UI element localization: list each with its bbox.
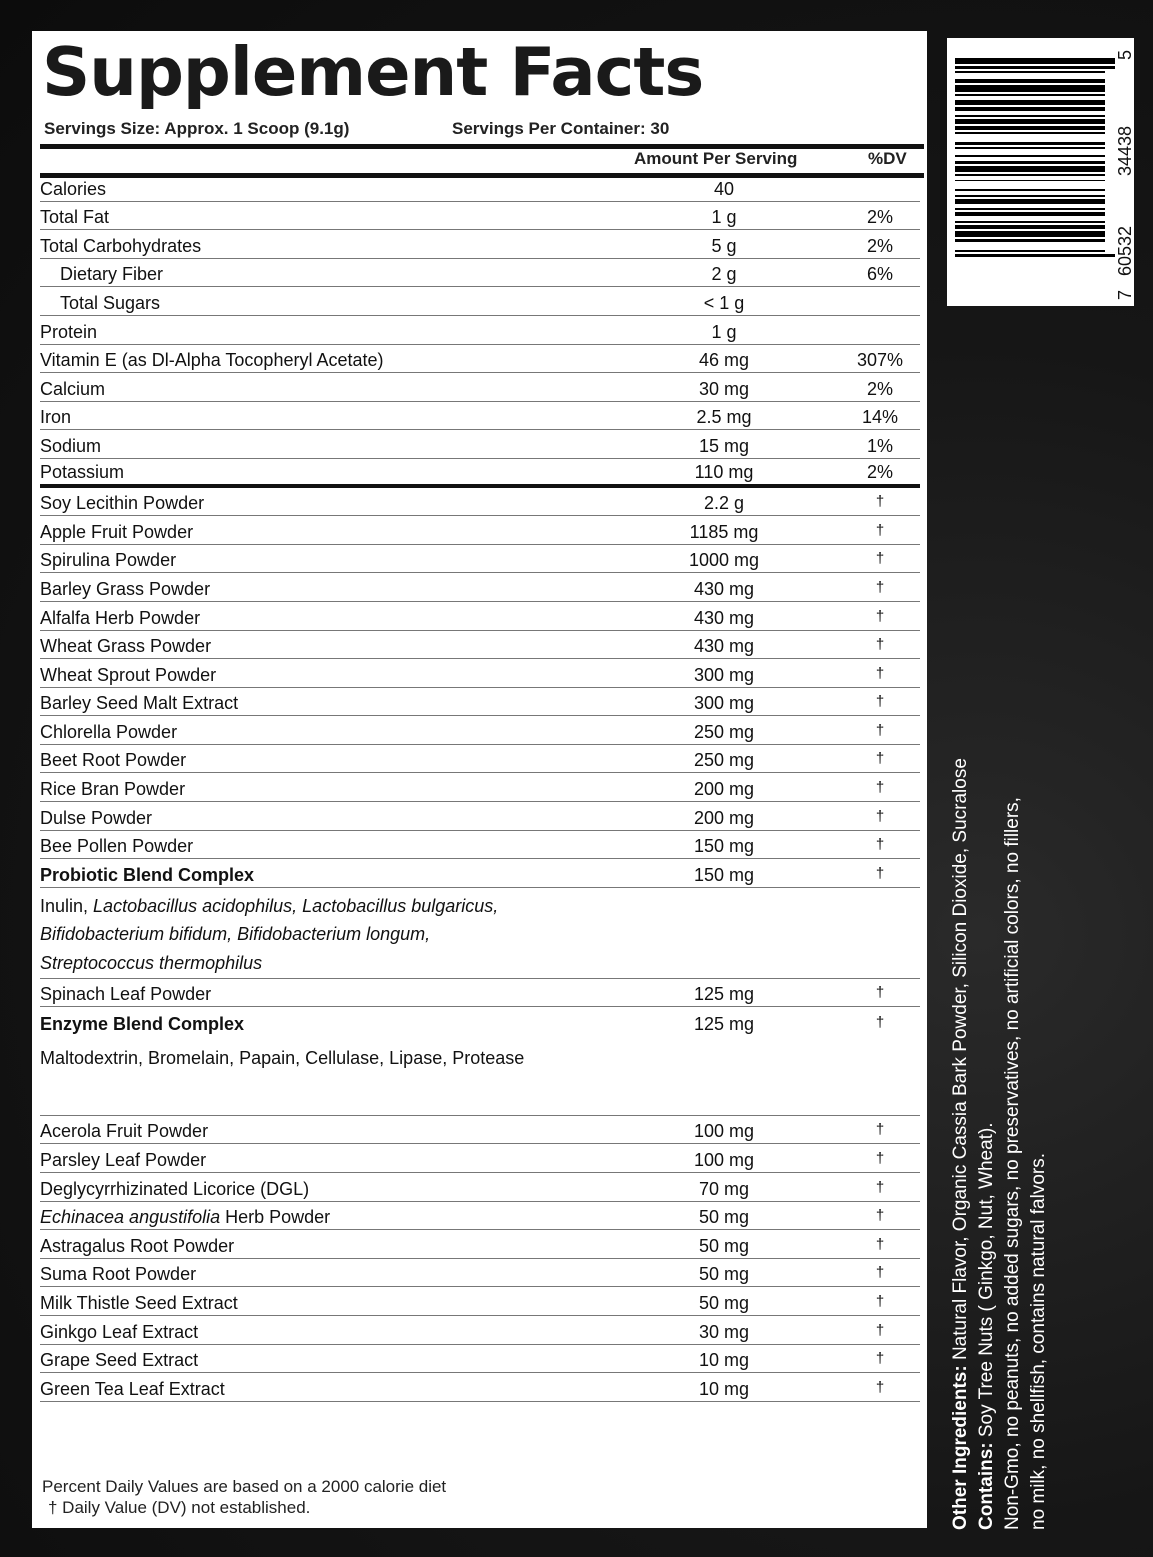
ingredient-amount: 430 mg [693,607,755,628]
table-row [40,345,920,374]
ingredient-amount: 50 mg [698,1264,750,1285]
ingredient-name: Enzyme Blend Complex [40,1013,245,1034]
ingredient-name: Deglycyrrhizinated Licorice (DGL) [40,1178,310,1199]
barcode-bar [955,161,1105,165]
ingredient-name: Barley Grass Powder [40,578,211,599]
barcode-bar [955,250,1105,252]
barcode-bar [955,71,1105,73]
probiotic-components [40,888,920,979]
barcode-bar [955,147,1105,149]
ingredient-name: Calcium [40,378,106,399]
ingredient-name: Barley Seed Malt Extract [40,693,239,714]
barcode-bar [955,199,1105,205]
table-row [40,1287,920,1316]
dagger-mark: † [875,864,885,882]
claims-line-1: Non-Gmo, no peanuts, no added sugars, no preservatives, no artificial colors, no fillers, [1002,797,1023,1530]
barcode-last-digit: 5 [1115,49,1135,60]
table-row [40,459,920,488]
barcode-bar [955,79,1105,83]
dagger-mark: † [875,750,885,768]
ingredient-name: Green Tea Leaf Extract [40,1378,225,1399]
table-row [40,716,920,745]
ingredient-name: Dulse Powder [40,807,153,828]
other-ingredients-text: Natural Flavor, Organic Cassia Bark Powder, Silicon Dioxide, Sucralose [950,758,971,1366]
table-row [40,1259,920,1288]
ingredient-name: Milk Thistle Seed Extract [40,1292,238,1313]
footnotes [42,1476,446,1518]
ingredient-amount: 200 mg [693,779,755,800]
table-row [40,745,920,774]
ingredient-name: Ginkgo Leaf Extract [40,1321,199,1342]
table-row [40,1116,920,1145]
probiotic-strains-1: Lactobacillus acidophilus, Lactobacillus bulgaricus, [93,895,499,916]
ingredient-name: Apple Fruit Powder [40,521,194,542]
dagger-mark: † [875,1321,885,1339]
daily-value: 2% [866,235,893,256]
table-row [40,1173,920,1202]
echinacea-common-name: Herb Powder [220,1207,331,1228]
dagger-mark: † [875,836,885,854]
ingredient-name: Grape Seed Extract [40,1350,199,1371]
table-row [40,230,920,259]
dagger-mark: † [875,521,885,539]
table-row [40,802,920,831]
dagger-mark: † [875,693,885,711]
barcode-bar [955,225,1105,229]
ingredient-name: Parsley Leaf Powder [40,1150,207,1170]
dagger-mark: † [875,1121,885,1139]
footnote-dagger: † Daily Value (DV) not established. [48,1498,311,1517]
ingredient-name: Protein [40,321,98,342]
enzyme-components: Maltodextrin, Bromelain, Papain, Cellulase, Lipase, Protease [40,1036,920,1116]
ingredient-amount: 70 mg [698,1178,750,1199]
dagger-mark: † [875,578,885,596]
table-row-echinacea [40,1202,920,1231]
ingredient-amount: 50 mg [698,1292,750,1313]
ingredient-amount: 40 [713,178,735,199]
probiotic-strains-3: Streptococcus thermophilus [40,953,263,974]
table-row [40,1316,920,1345]
barcode-bar [955,239,1105,243]
barcode-bar [955,58,1115,64]
claims-line-2: no milk, no shellfish, contains natural falvors. [1028,1152,1049,1530]
ingredient-name: Chlorella Powder [40,721,178,742]
table-row [40,1230,920,1259]
table-row [40,259,920,288]
ingredient-name: Total Carbohydrates [40,235,202,256]
ingredient-name: Spirulina Powder [40,550,177,571]
ingredient-amount: 250 mg [693,721,755,742]
probiotic-strains-2: Bifidobacterium bifidum, Bifidobacterium longum, [40,924,431,945]
ingredient-name: Soy Lecithin Powder [40,493,205,514]
dagger-mark: † [875,1264,885,1282]
ingredient-name: Total Sugars [60,292,161,313]
ingredient-name: Sodium [40,435,102,456]
ingredient-amount: 1000 mg [688,550,760,571]
barcode-first-digit: 7 [1115,289,1135,300]
ingredient-amount: 15 mg [698,435,750,456]
barcode-bar [955,100,1105,106]
ingredients-section-c [40,1230,920,1402]
ingredient-name: Astragalus Root Powder [40,1235,235,1256]
daily-value: 1% [866,435,893,456]
table-row [40,516,920,545]
dagger-mark: † [875,1013,885,1031]
table-row [40,659,920,688]
barcode-bar [955,142,1105,146]
dagger-mark: † [875,664,885,682]
table-row [40,631,920,660]
barcode-bar [955,174,1105,176]
ingredient-amount: 150 mg [693,836,755,857]
upc-barcode [947,38,1134,306]
barcode-bar [955,254,1115,258]
table-row [40,287,920,316]
table-row [40,1345,920,1374]
dv-header: %DV [868,149,907,168]
ingredient-amount: < 1 g [703,292,745,313]
barcode-bar [955,94,1105,96]
ingredient-name: Spinach Leaf Powder [40,984,212,1005]
ingredient-name: Wheat Sprout Powder [40,664,217,685]
dagger-mark: † [875,807,885,825]
dagger-mark: † [875,1207,885,1225]
nutrients-section [40,173,920,488]
barcode-bar [955,155,1105,157]
table-row [40,573,920,602]
table-row [40,773,920,802]
probiotic-prefix: Inulin, [40,895,94,916]
ingredient-name: Iron [40,407,72,428]
dagger-mark: † [875,779,885,797]
dagger-mark: † [875,493,885,511]
ingredient-amount: 30 mg [698,1321,750,1342]
ingredient-name [40,1207,330,1228]
barcode-bar [955,126,1105,130]
ingredient-amount: 30 mg [698,378,750,399]
barcode-bar [955,221,1105,223]
table-row [40,373,920,402]
ingredient-name: Calories [40,178,107,199]
amount-header: Amount Per Serving [634,149,798,168]
ingredient-amount: 300 mg [693,693,755,714]
ingredient-amount: 2.2 g [703,493,745,514]
echinacea-latin-name: Echinacea angustifolia [40,1207,221,1228]
dagger-mark: † [875,721,885,739]
ingredient-name: Dietary Fiber [60,264,164,285]
ingredient-amount: 125 mg [693,984,755,1005]
table-row [40,488,920,517]
table-row [40,602,920,631]
barcode-bar [955,231,1105,237]
table-row [40,173,920,202]
barcode-bar [955,119,1105,125]
ingredient-amount: 5 g [711,235,737,256]
servings-per-container: Servings Per Container: 30 [452,119,670,138]
dagger-mark: † [875,984,885,1002]
ingredient-amount: 50 mg [698,1207,750,1228]
ingredient-amount: 300 mg [693,664,755,685]
ingredient-amount: 10 mg [698,1350,750,1371]
barcode-bar [955,132,1105,134]
table-row-spinach [40,979,920,1008]
barcode-bar [955,189,1105,191]
table-row-probiotic [40,859,920,888]
dagger-mark: † [875,1378,885,1396]
allergen-contains [974,710,1000,1530]
barcode-group-1: 60532 [1115,225,1135,276]
table-row [40,1144,920,1173]
daily-value: 2% [866,207,893,228]
ingredient-name: Alfalfa Herb Powder [40,607,201,628]
contains-text: Soy Tree Nuts ( Ginkgo, Nut, Wheat). [976,1122,997,1443]
barcode-bar [955,166,1105,172]
ingredient-amount: 100 mg [693,1150,755,1170]
serving-size: Servings Size: Approx. 1 Scoop (9.1g) [44,119,350,138]
ingredient-amount: 1185 mg [689,521,759,542]
daily-value: 2% [866,461,893,482]
daily-value: 2% [866,378,893,399]
daily-value: 6% [866,264,893,285]
ingredient-amount: 1 g [711,207,737,228]
ingredient-amount: 110 mg [694,461,754,482]
ingredient-name: Bee Pollen Powder [40,836,194,857]
dagger-mark: † [875,1292,885,1310]
dagger-mark: † [875,607,885,625]
daily-value: 14% [861,407,899,428]
ingredient-amount: 46 mg [698,350,750,371]
supplement-facts-panel [32,31,927,1528]
ingredient-amount: 100 mg [693,1121,755,1142]
table-row [40,1373,920,1402]
ingredient-amount: 125 mg [693,1013,755,1034]
dagger-mark: † [875,1150,885,1167]
ingredient-amount: 2.5 mg [696,407,752,428]
ingredient-amount: 430 mg [693,578,755,599]
table-row [40,430,920,459]
barcode-bar [955,195,1105,197]
barcode-bar [955,115,1105,117]
ingredients-section-b [40,1116,920,1202]
ingredient-name: Total Fat [40,207,110,228]
table-row [40,316,920,345]
ingredient-amount: 200 mg [693,807,755,828]
barcode-bar [955,212,1105,216]
ingredient-name: Probiotic Blend Complex [40,864,255,885]
barcode-bar [955,208,1105,210]
other-ingredients-label: Other Ingredients: [950,1365,971,1530]
barcode-bar [955,107,1105,111]
table-row [40,202,920,231]
ingredient-name: Potassium [40,461,125,482]
contains-label: Contains: [976,1442,997,1530]
barcode-bar [955,180,1105,182]
ingredient-amount: 50 mg [698,1235,750,1256]
daily-value: 307% [856,350,904,371]
barcode-bars [955,58,1115,294]
table-row [40,545,920,574]
ingredient-amount: 150 mg [693,864,755,885]
ingredient-amount: 430 mg [693,636,755,657]
table-row [40,831,920,860]
ingredient-name: Vitamin E (as Dl-Alpha Tocopheryl Acetate) [40,350,384,371]
table-row-enzyme [40,1007,920,1036]
barcode-bar [955,66,1115,70]
ingredients-section-a [40,488,920,860]
dagger-mark: † [875,1350,885,1368]
dagger-mark: † [875,1178,885,1196]
ingredient-amount: 2 g [711,264,737,285]
panel-title: Supplement Facts [42,33,704,111]
ingredient-amount: 10 mg [698,1378,750,1399]
other-ingredients [948,710,974,1530]
ingredient-name: Rice Bran Powder [40,779,186,800]
facts-table [40,173,920,1402]
barcode-group-2: 34438 [1115,125,1135,176]
ingredient-name: Acerola Fruit Powder [40,1121,209,1142]
footnote-daily-values: Percent Daily Values are based on a 2000 calorie diet [42,1477,447,1496]
ingredient-name: Beet Root Powder [40,750,187,771]
ingredient-amount: 1 g [711,321,737,342]
ingredient-amount: 250 mg [693,750,755,771]
ingredient-name: Wheat Grass Powder [40,636,212,657]
ingredient-name: Suma Root Powder [40,1264,197,1285]
side-label-text [948,710,1052,1530]
table-row [40,688,920,717]
barcode-bar [955,85,1105,93]
dagger-mark: † [875,550,885,568]
dagger-mark: † [875,1235,885,1253]
table-row [40,402,920,431]
dagger-mark: † [875,636,885,654]
